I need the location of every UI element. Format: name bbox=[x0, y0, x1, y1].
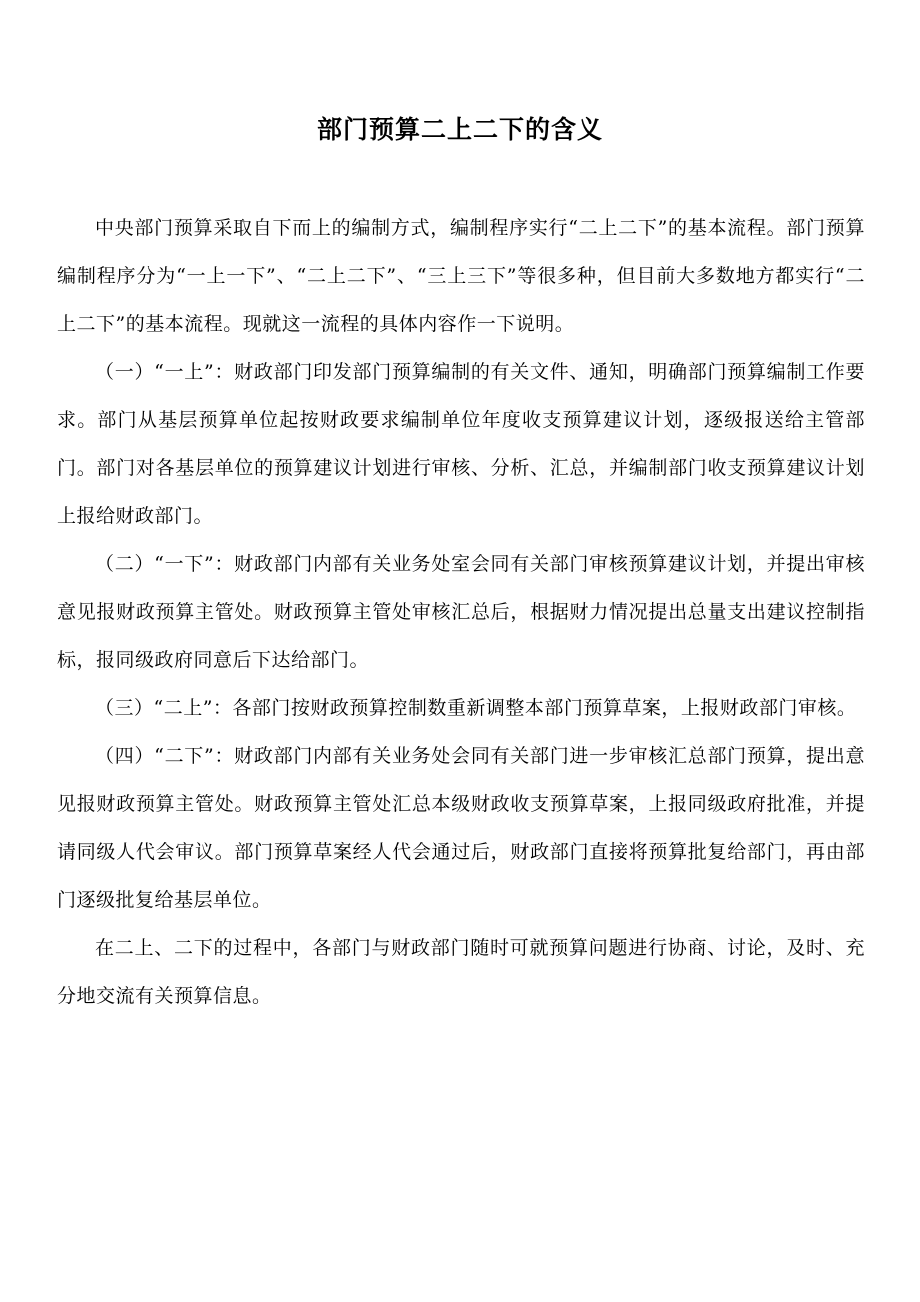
paragraph-step-1: （一）“一上”：财政部门印发部门预算编制的有关文件、通知，明确部门预算编制工作要求。部门从基层预算单位起按财政要求编制单位年度收支预算建议计划，逐级报送给主管部门。部门对各基层单位的预算建议计划进行审核、分析、汇总，并编制部门收支预算建议计划上报给财政部门。 bbox=[57, 361, 865, 527]
paragraph-intro: 中央部门预算采取自下而上的编制方式，编制程序实行“二上二下”的基本流程。部门预算编制程序分为“一上一下”、“二上二下”、“三上三下”等很多种，但目前大多数地方都实行“二上二下”的基本流程。现就这一流程的具体内容作一下说明。 bbox=[57, 217, 865, 335]
document-body bbox=[57, 204, 865, 1020]
paragraph-step-2: （二）“一下”：财政部门内部有关业务处室会同有关部门审核预算建议计划，并提出审核意见报财政预算主管处。财政预算主管处审核汇总后，根据财力情况提出总量支出建议控制指标，报同级政府同意后下达给部门。 bbox=[57, 553, 865, 671]
paragraph-step-3: （三）“二上”：各部门按财政预算控制数重新调整本部门预算草案，上报财政部门审核。 bbox=[95, 697, 857, 719]
paragraph-step-4: （四）“二下”：财政部门内部有关业务处会同有关部门进一步审核汇总部门预算，提出意见报财政预算主管处。财政预算主管处汇总本级财政收支预算草案，上报同级政府批准，并提请同级人代会审议。部门预算草案经人代会通过后，财政部门直接将预算批复给部门，再由部门逐级批复给基层单位。 bbox=[57, 745, 865, 911]
document-title: 部门预算二上二下的含义 bbox=[316, 115, 603, 144]
paragraph-conclusion: 在二上、二下的过程中，各部门与财政部门随时可就预算问题进行协商、讨论，及时、充分地交流有关预算信息。 bbox=[57, 937, 865, 1007]
